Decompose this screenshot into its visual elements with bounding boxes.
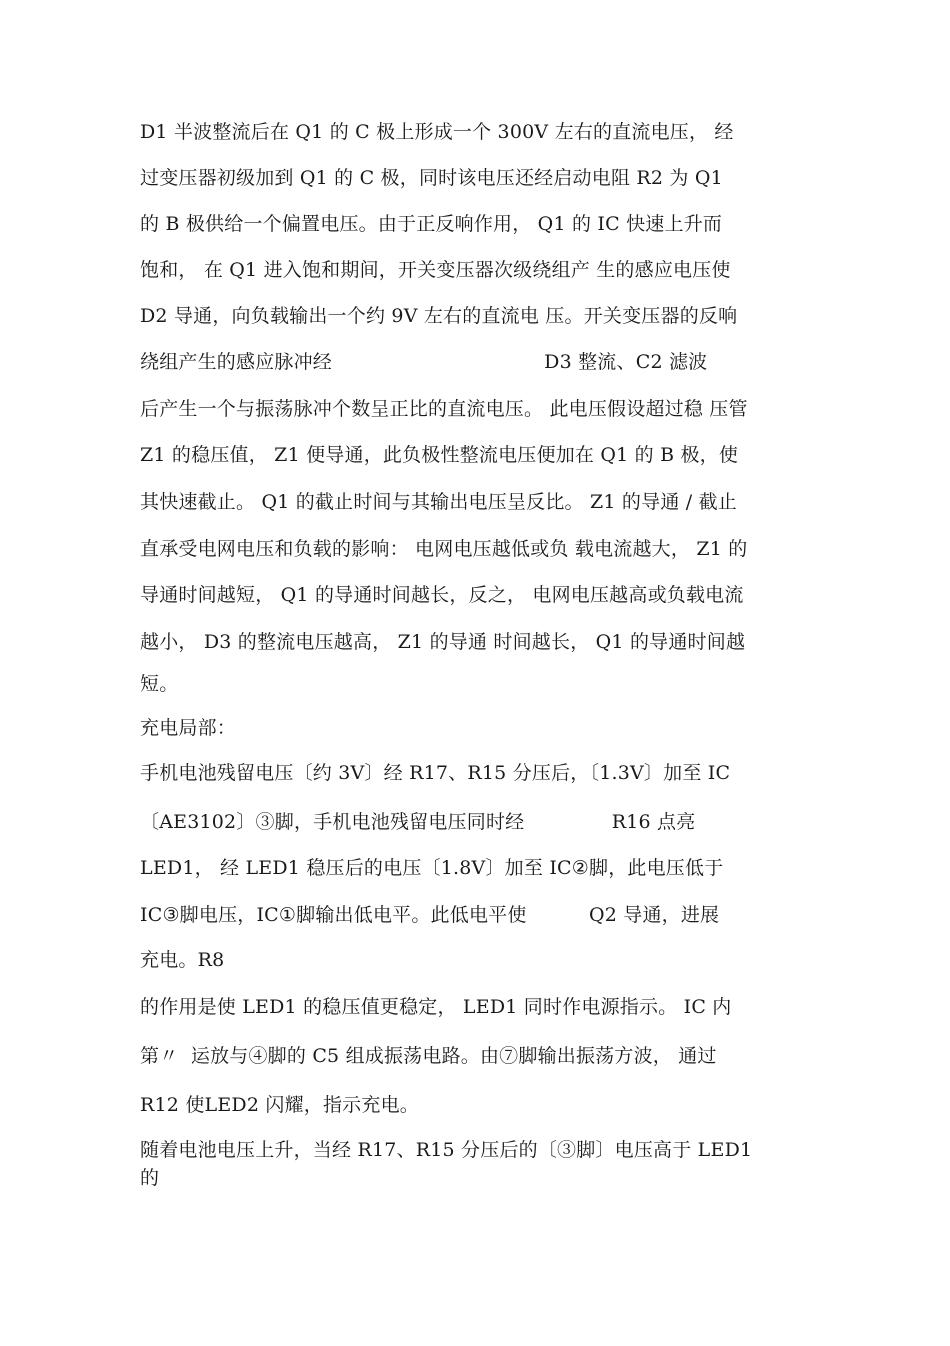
text-line: 的	[140, 1167, 160, 1189]
text-line: Z1 的稳压值， Z1 便导通，此负极性整流电压便加在 Q1 的 B 极，使	[140, 444, 739, 466]
text-line: 〔AE3102〕③脚，手机电池残留电压同时经 R16 点亮	[140, 811, 696, 833]
text-line: 饱和， 在 Q1 进入饱和期间，开关变压器次级绕组产 生的感应电压使	[140, 259, 731, 281]
text-line: 导通时间越短， Q1 的导通时间越长，反之， 电网电压越高或负载电流	[140, 584, 744, 606]
text-line: 直承受电网电压和负载的影响： 电网电压越低或负 载电流越大， Z1 的	[140, 538, 748, 560]
text-line: D2 导通，向负载输出一个约 9V 左右的直流电 压。开关变压器的反响	[140, 305, 738, 327]
text-line: 绕组产生的感应脉冲经 D3 整流、C2 滤波	[140, 351, 708, 373]
text-line: R12 使LED2 闪耀，指示充电。	[140, 1094, 419, 1116]
text-line: 的作用是使 LED1 的稳压值更稳定， LED1 同时作电源指示。 IC 内	[140, 996, 732, 1018]
text-line: 越小， D3 的整流电压越高， Z1 的导通 时间越长， Q1 的导通时间越	[140, 631, 746, 653]
text-line: 的 B 极供给一个偏置电压。由于正反响作用， Q1 的 IC 快速上升而	[140, 213, 723, 235]
text-line: LED1， 经 LED1 稳压后的电压〔1.8V〕加至 IC②脚，此电压低于	[140, 857, 724, 879]
text-line: 随着电池电压上升，当经 R17、R15 分压后的〔③脚〕电压高于 LED1	[140, 1139, 753, 1161]
section-heading: 充电局部：	[140, 717, 237, 739]
text-line: 其快速截止。 Q1 的截止时间与其输出电压呈反比。 Z1 的导通 / 截止	[140, 491, 737, 513]
text-line: 充电。R8	[140, 949, 225, 971]
text-line: 过变压器初级加到 Q1 的 C 极，同时该电压还经启动电阻 R2 为 Q1	[140, 167, 723, 189]
text-line: D1 半波整流后在 Q1 的 C 极上形成一个 300V 左右的直流电压， 经	[140, 121, 734, 143]
text-line: 手机电池残留电压〔约 3V〕经 R17、R15 分压后，〔1.3V〕加至 IC	[140, 762, 731, 784]
text-line: 第〃 运放与④脚的 C5 组成振荡电路。由⑦脚输出振荡方波， 通过	[140, 1045, 717, 1067]
text-line: IC③脚电压，IC①脚输出低电平。此低电平使 Q2 导通，进展	[140, 904, 720, 926]
text-line: 短。	[140, 673, 179, 695]
text-line: 后产生一个与振荡脉冲个数呈正比的直流电压。 此电压假设超过稳 压管	[140, 398, 748, 420]
